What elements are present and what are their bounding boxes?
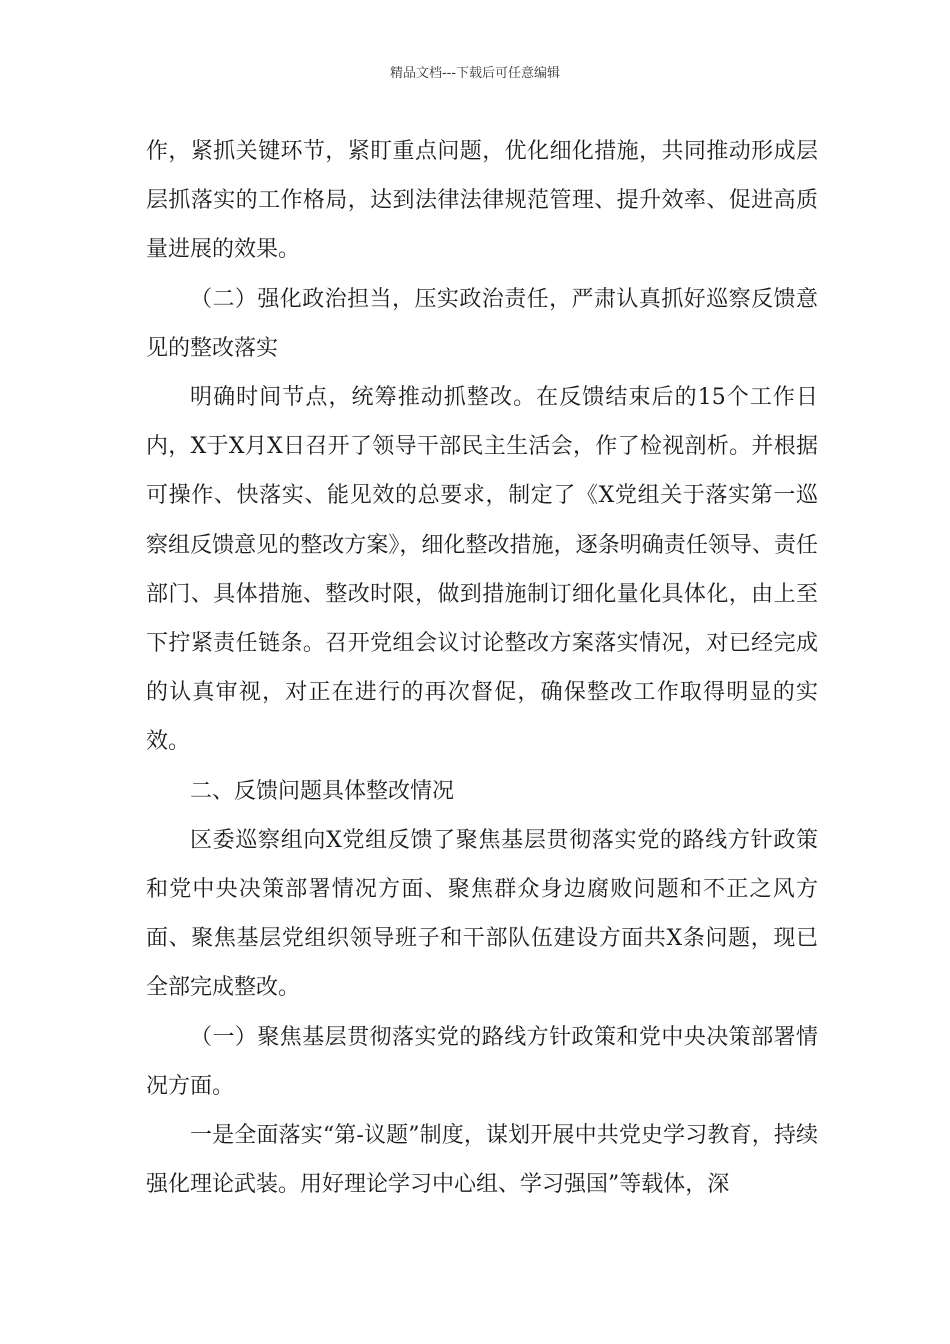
paragraph-7: 一是全面落实“第-议题”制度，谋划开展中共党史学习教育，持续强化理论武装。用好理论学习中心组、学习强国”等载体，深 <box>146 1123 818 1198</box>
document-body <box>146 127 818 1209</box>
page-header: 精品文档---下载后可任意编辑 <box>389 66 561 81</box>
paragraph-4-section-heading: 二、反馈问题具体整改情况 <box>190 778 455 804</box>
paragraph-1: 作，紧抓关键环节，紧盯重点问题，优化细化措施，共同推动形成层层抓落实的工作格局，达到法律法律规范管理、提升效率、促进高质量进展的效果。 <box>146 139 818 263</box>
paragraph-2-section-heading: （二）强化政治担当，压实政治责任，严肃认真抓好巡察反馈意见的整改落实 <box>146 286 818 361</box>
paragraph-5: 区委巡察组向X党组反馈了聚焦基层贯彻落实党的路线方针政策和党中央决策部署情况方面、聚焦群众身边腐败问题和不正之风方面、聚焦基层党组织领导班子和干部队伍建设方面共X条问题，现已全部完成整改。 <box>146 827 818 1001</box>
paragraph-6-subsection-heading: （一）聚焦基层贯彻落实党的路线方针政策和党中央决策部署情况方面。 <box>146 1024 818 1099</box>
paragraph-3: 明确时间节点，统筹推动抓整改。在反馈结束后的15个工作日内，X于X月X日召开了领导干部民主生活会，作了检视剖析。并根据可操作、快落实、能见效的总要求，制定了《X党组关于落实第一巡察组反馈意见的整改方案》，细化整改措施，逐条明确责任领导、责任部门、具体措施、整改时限，做到措施制订细化量化具体化，由上至下拧紧责任链条。召开党组会议讨论整改方案落实情况，对已经完成的认真审视，对正在进行的再次督促，确保整改工作取得明显的实效。 <box>146 385 818 755</box>
